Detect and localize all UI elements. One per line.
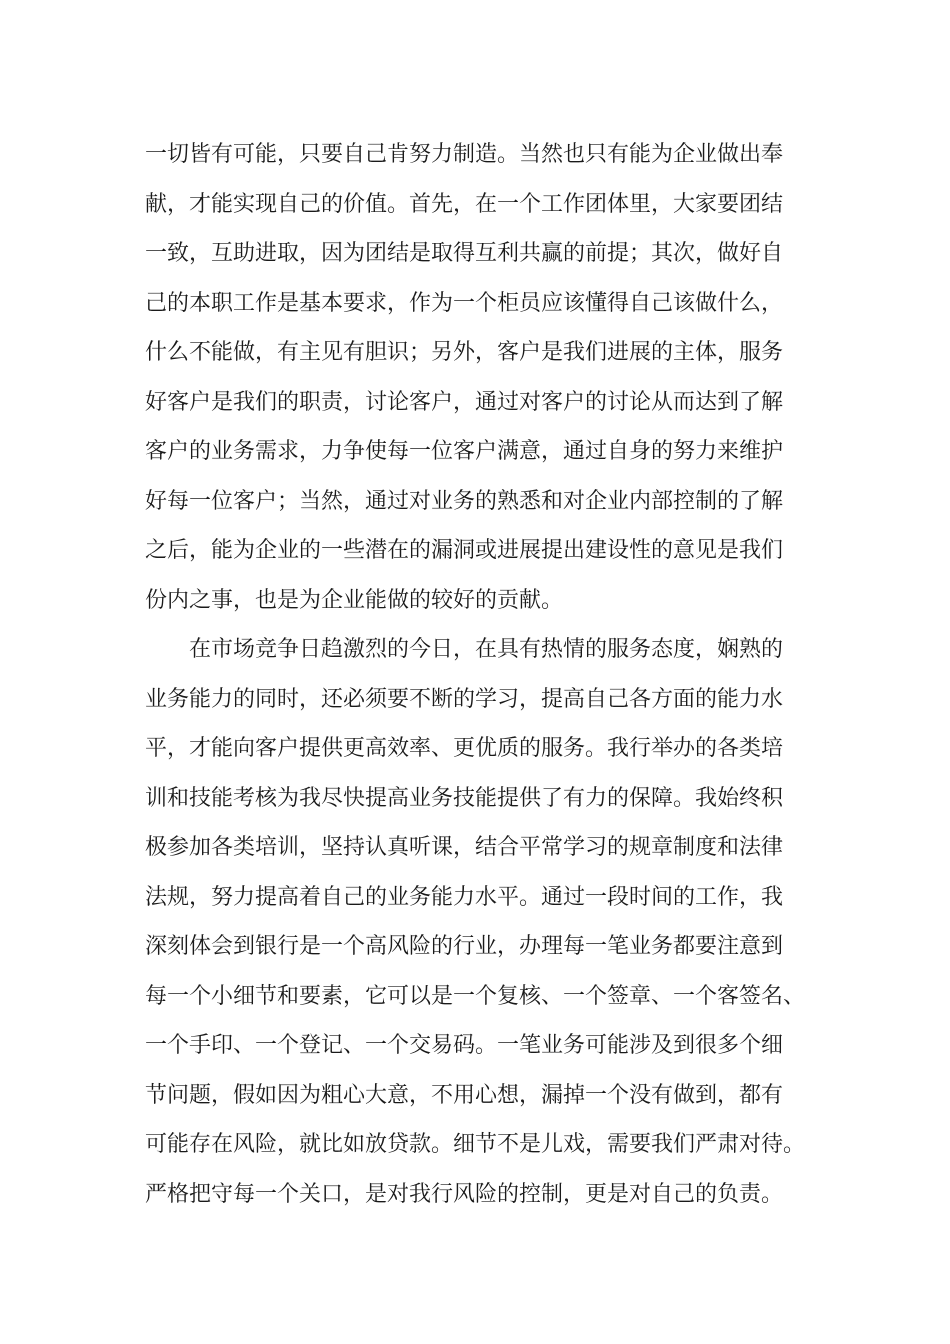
- paragraph-line: 在市场竞争日趋激烈的今日，在具有热情的服务态度，娴熟的: [189, 637, 784, 662]
- paragraph-line: 之后，能为企业的一些潜在的漏洞或进展提出建设性的意见是我们: [145, 538, 784, 563]
- paragraph-line: 己的本职工作是基本要求，作为一个柜员应该懂得自己该做什么，: [145, 290, 784, 316]
- paragraph-line: 节问题，假如因为粗心大意，不用心想，漏掉一个没有做到，都有: [145, 1082, 784, 1108]
- paragraph-line: 训和技能考核为我尽快提高业务技能提供了有力的保障。我始终积: [145, 785, 784, 811]
- paragraph-line: 好每一位客户；当然，通过对业务的熟悉和对企业内部控制的了解: [145, 488, 784, 514]
- paragraph-line: 严格把守每一个关口，是对我行风险的控制，更是对自己的负责。: [145, 1181, 784, 1207]
- paragraph-line: 可能存在风险，就比如放贷款。细节不是儿戏，需要我们严肃对待。: [145, 1132, 806, 1157]
- paragraph-line: 一个手印、一个登记、一个交易码。一笔业务可能涉及到很多个细: [145, 1033, 784, 1058]
- paragraph-line: 好客户是我们的职责，讨论客户，通过对客户的讨论从而达到了解: [145, 389, 784, 415]
- paragraph-1: [145, 130, 845, 625]
- paragraph-line: 深刻体会到银行是一个高风险的行业，办理每一笔业务都要注意到: [145, 934, 784, 959]
- paragraph-line: 什么不能做，有主见有胆识；另外，客户是我们进展的主体，服务: [145, 340, 784, 365]
- paragraph-line: 份内之事，也是为企业能做的较好的贡献。: [145, 587, 564, 613]
- paragraph-line: 一切皆有可能，只要自己肯努力制造。当然也只有能为企业做出奉: [145, 142, 784, 167]
- paragraph-line: 业务能力的同时，还必须要不断的学习，提高自己各方面的能力水: [145, 686, 784, 712]
- paragraph-line: 献，才能实现自己的价值。首先，在一个工作团体里，大家要团结: [145, 191, 784, 217]
- document-body: [145, 130, 845, 1219]
- paragraph-line: 平，才能向客户提供更高效率、更优质的服务。我行举办的各类培: [145, 736, 784, 761]
- paragraph-line: 极参加各类培训，坚持认真听课，结合平常学习的规章制度和法律: [145, 835, 784, 860]
- paragraph-line: 每一个小细节和要素，它可以是一个复核、一个签章、一个客签名、: [145, 983, 806, 1009]
- paragraph-line: 一致，互助进取，因为团结是取得互利共赢的前提；其次，做好自: [145, 241, 784, 266]
- paragraph-2: [145, 625, 845, 1219]
- paragraph-line: 客户的业务需求，力争使每一位客户满意，通过自身的努力来维护: [145, 439, 784, 464]
- paragraph-line: 法规，努力提高着自己的业务能力水平。通过一段时间的工作，我: [145, 884, 784, 910]
